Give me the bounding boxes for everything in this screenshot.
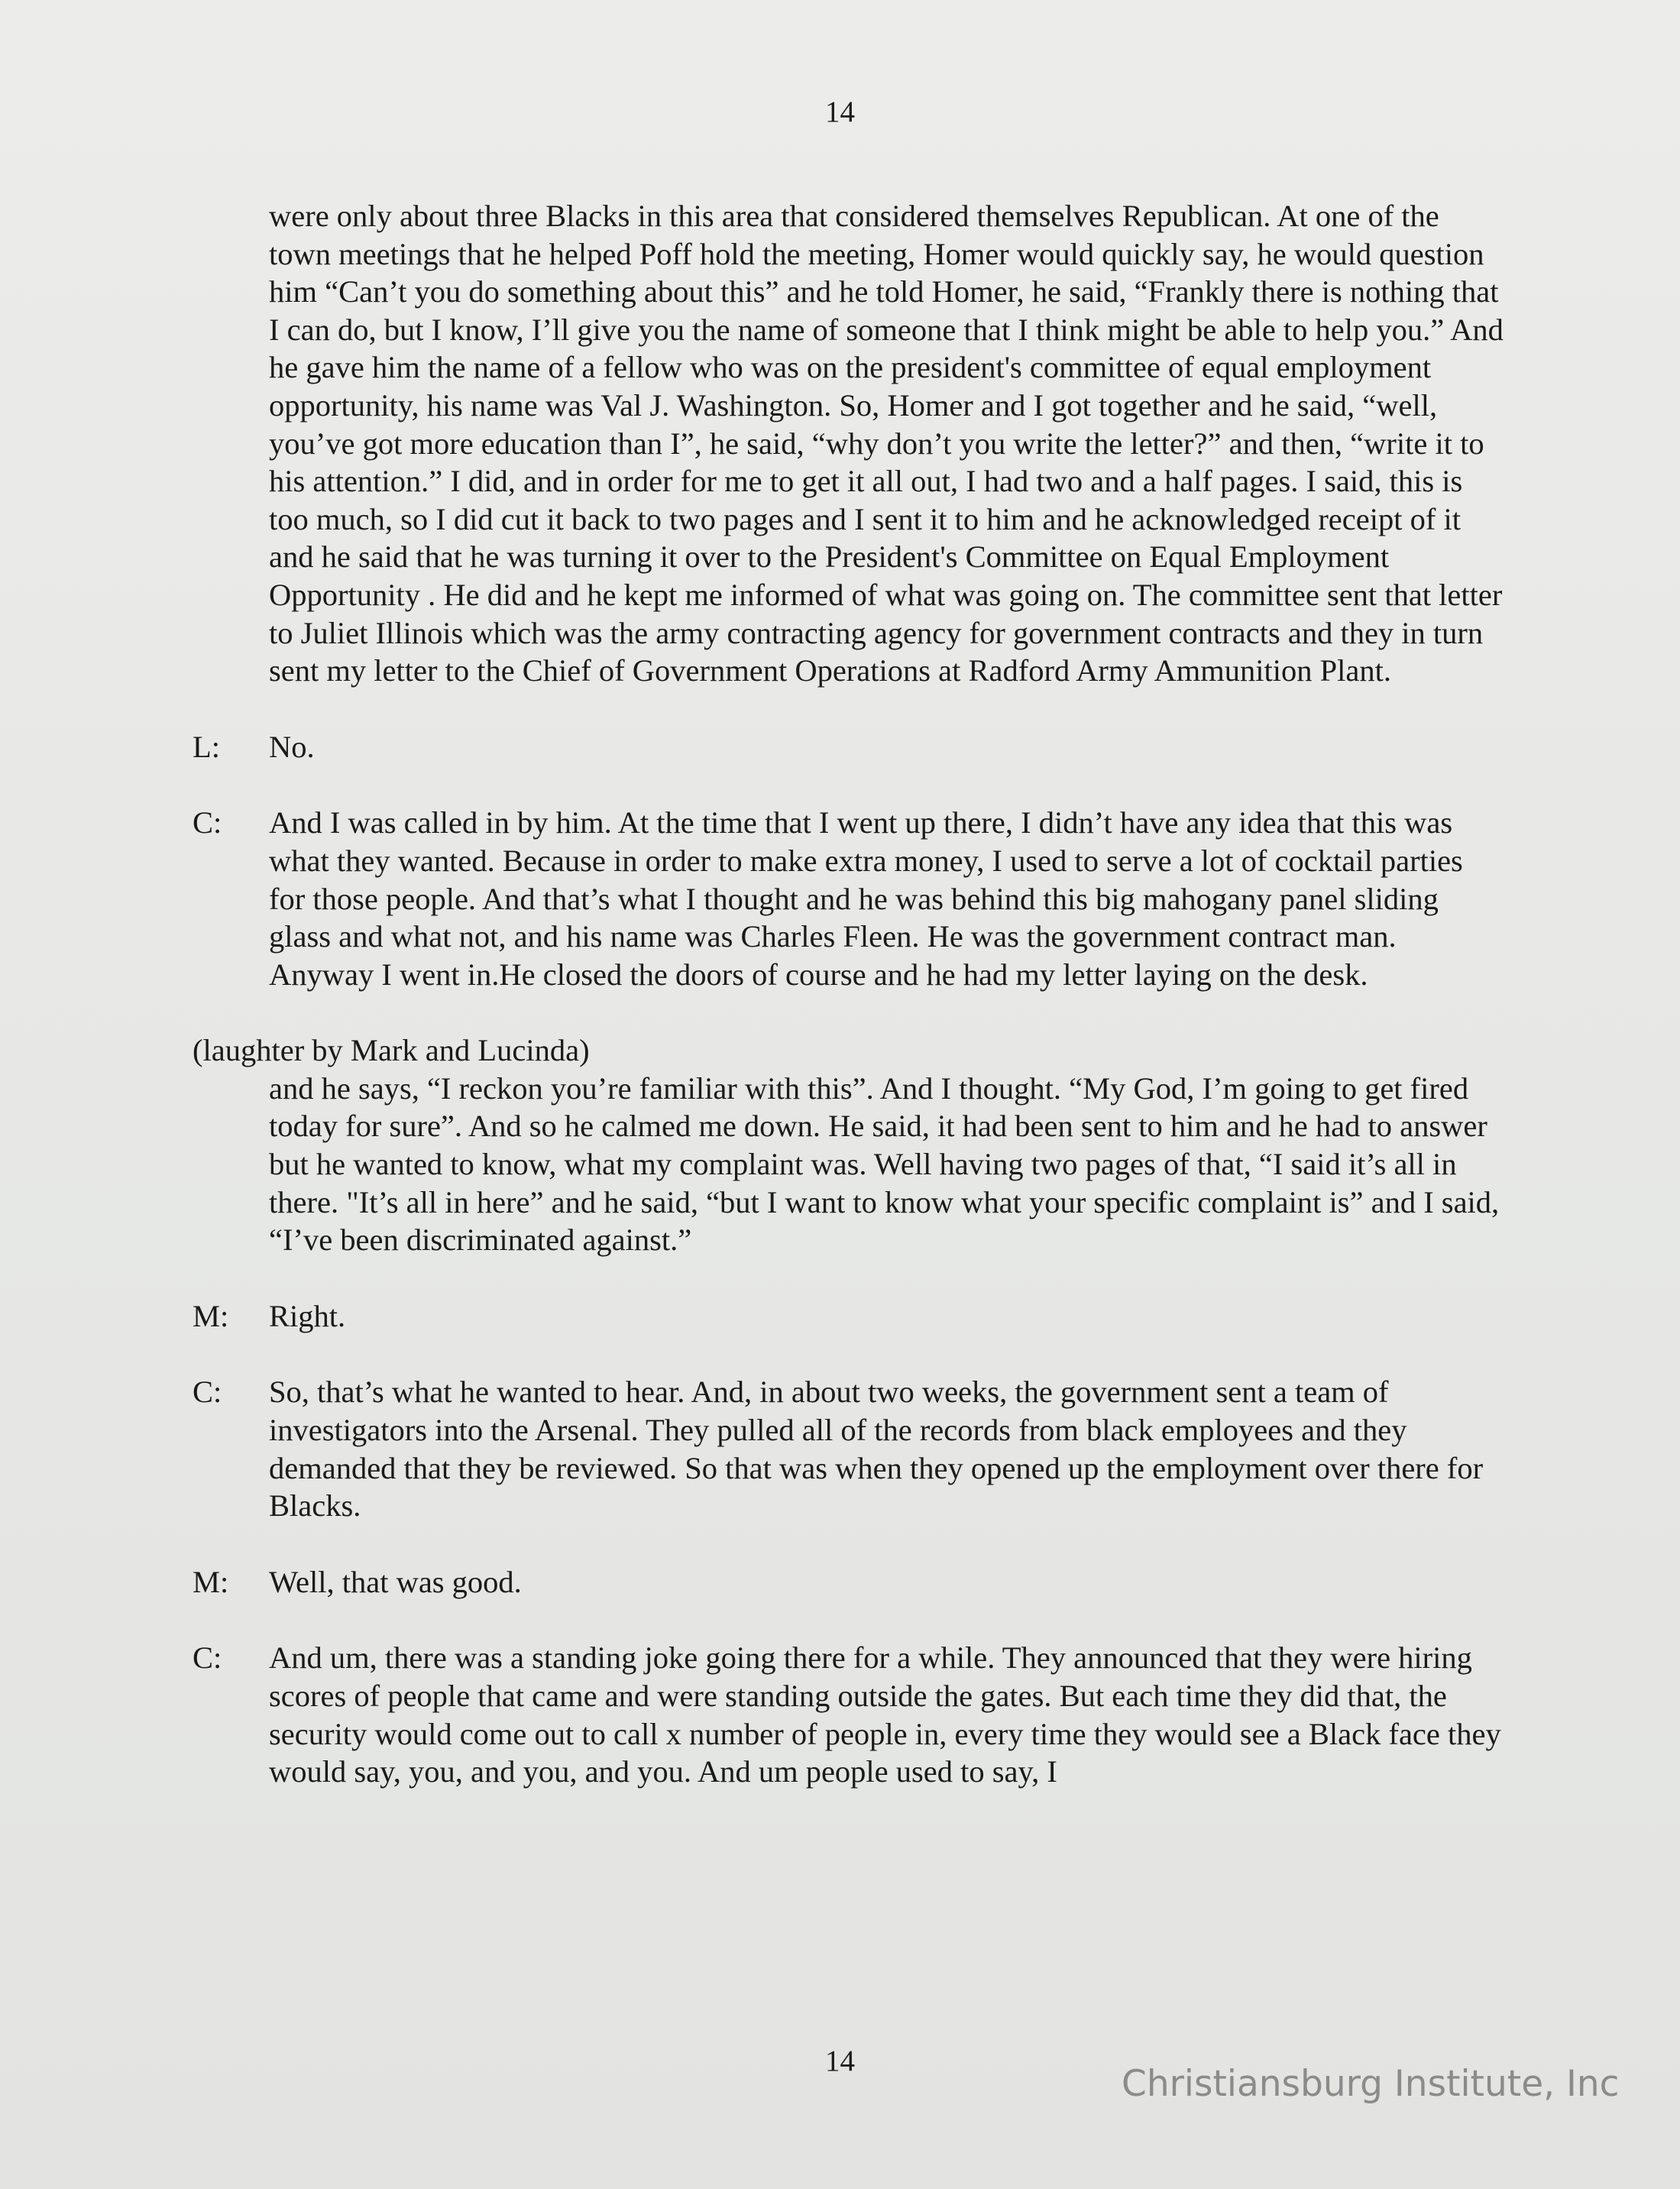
- transcript-entry: [193, 1563, 1507, 1601]
- speaker-text: Right.: [269, 1298, 346, 1333]
- transcript-entry: [193, 1639, 1507, 1790]
- speaker-label: C:: [193, 1375, 222, 1410]
- page-number-top: 14: [825, 96, 855, 128]
- opening-paragraph: were only about three Blacks in this area that considered themselves Republican. At one of the town meetings that he helped Poff hold the meeting, Homer would quickly say, he would question him “Can’t you do something about this” and he told Homer, he said, “Frankly there is nothing that I can do, but I know, I’ll give you the name of someone that I think might be able to help you.” And he gave him the name of a fellow who was on the president's committee of equal employment opportunity, his name was Val J. Washington. So, Homer and I got together and he said, “well, you’ve got more education than I”, he said, “why don’t you write the letter?” and then, “write it to his attention.” I did, and in order for me to get it all out, I had two and a half pages. I said, this is too much, so I did cut it back to two pages and I sent it to him and he acknowledged receipt of it and he said that he was turning it over to the President's Committee on Equal Employment Opportunity . He did and he kept me informed of what was going on. The committee sent that letter to Juliet Illinois which was the army contracting agency for government contracts and they in turn sent my letter to the Chief of Government Operations at Radford Army Ammunition Plant.: [269, 199, 1504, 688]
- opening-paragraph-block: [193, 197, 1507, 690]
- page-number-bottom: 14: [825, 2045, 855, 2077]
- speaker-label: M:: [193, 1564, 229, 1599]
- stage-note: (laughter by Mark and Lucinda): [193, 1033, 590, 1068]
- transcript-entry: [193, 728, 1507, 766]
- speaker-spacer: [193, 197, 269, 690]
- transcript-entry: [193, 1297, 1507, 1336]
- speaker-text: No.: [269, 729, 315, 764]
- speaker-label: C:: [193, 1640, 222, 1676]
- continuation-paragraph: and he says, “I reckon you’re familiar with this”. And I thought. “My God, I’m going to get fired today for sure”. And so he calmed me down. He said, it had been sent to him and he had to answer but he wanted to know, what my complaint was. Well having two pages of that, “I said it’s all in there. "It’s all in here” and he said, “but I want to know what your specific complaint is” and I said, “I’ve been discriminated against.”: [269, 1070, 1500, 1258]
- transcript-body: [193, 197, 1507, 1791]
- speaker-label: M:: [193, 1298, 229, 1333]
- speaker-text: Well, that was good.: [269, 1564, 522, 1599]
- speaker-label: C:: [193, 805, 222, 840]
- speaker-text: So, that’s what he wanted to hear. And, in about two weeks, the government sent a team of investigators into the Arsenal. They pulled all of the records from black employees and they demanded that they be reviewed. So that was when they opened up the employment over there for Blacks.: [269, 1375, 1484, 1524]
- watermark: Christiansburg Institute, Inc: [1122, 2063, 1620, 2105]
- speaker-text: And um, there was a standing joke going there for a while. They announced that they were hiring scores of people that came and were standing outside the gates. But each time they did that, the security would come out to call x number of people in, every time they would see a Black face they would say, you, and you, and you. And um people used to say, I: [269, 1640, 1501, 1789]
- speaker-text: And I was called in by him. At the time that I went up there, I didn’t have any idea that this was what they wanted. Because in order to make extra money, I used to serve a lot of cocktail parties for those people. And that’s what I thought and he was behind this big mahogany panel sliding glass and what not, and his name was Charles Fleen. He was the government contract man. Anyway I went in.He closed the doors of course and he had my letter laying on the desk.: [269, 805, 1463, 992]
- transcript-entry: [193, 1373, 1507, 1524]
- speaker-label: L:: [193, 729, 220, 764]
- transcript-entry: [193, 804, 1507, 993]
